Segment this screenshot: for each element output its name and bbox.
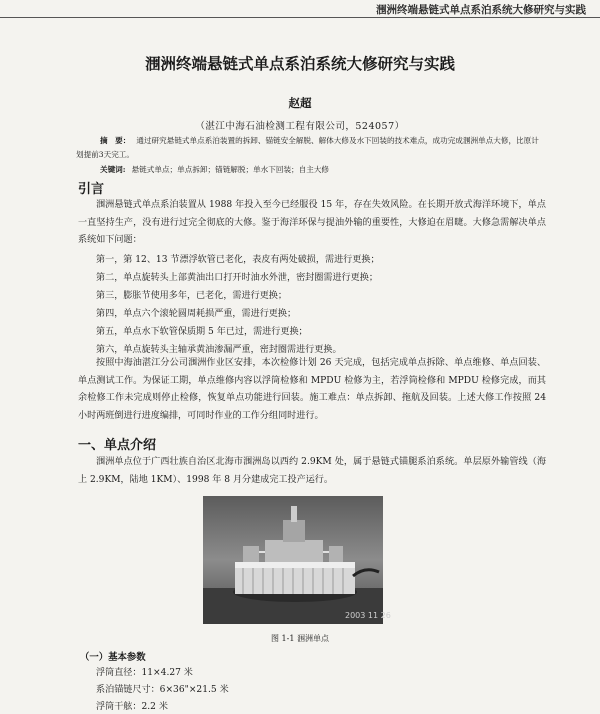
param-item-2: 系泊锚链尺寸：6×36"×21.5 米 xyxy=(96,685,229,695)
intro-item-1: 第一，第 12、13 节漂浮软管已老化，表皮有两处破损，需进行更换； xyxy=(96,255,380,265)
buoy-photo xyxy=(203,496,391,624)
intro-paragraph-1: 涠洲悬链式单点系泊装置从 1988 年投入至今已经服役 15 年，存在失效风险。在长期开放式海洋环境下，单点一直坚持生产，没有进行过完全彻底的大修。鉴于海洋环保与提油外输的重要性，大修迫在眉睫。大修急需解决单点系统如下问题： xyxy=(78,200,546,246)
intro-item-6: 第六，单点旋转头主轴承黄油渗漏严重，密封圈需进行更换。 xyxy=(96,345,342,355)
running-header: 涠洲终端悬链式单点系泊系统大修研究与实践 xyxy=(376,4,586,16)
section-1-heading: 一、单点介绍 xyxy=(78,438,157,453)
keywords-label: 关键词: xyxy=(100,165,126,174)
keywords xyxy=(100,164,329,175)
intro-item-3: 第三，膨胀节使用多年，已老化，需进行更换； xyxy=(96,291,287,301)
figure-caption: 图 1-1 涠洲单点 xyxy=(271,634,329,643)
param-item-1: 浮筒直径：11×4.27 米 xyxy=(96,668,193,678)
intro-item-2: 第二，单点旋转头上部黄油出口打开时油水外泄，密封圈需进行更换； xyxy=(96,273,378,283)
section-1-paragraph: 涠洲单点位于广西壮族自治区北海市涠洲岛以西约 2.9KM 处，属于悬链式锚腿系泊系统。单层原外输管线（海上 2.9KM，陆地 1KM）、1998 年 8 月分建成完工投产运行。 xyxy=(78,457,546,485)
abstract xyxy=(76,134,546,162)
abstract-text: 通过研究悬链式单点系泊装置的拆卸、锚链安全解脱、解体大修及水下回装的技术难点，成功完成涠洲单点大修，比原计划提前3天完工。 xyxy=(76,136,539,159)
affiliation: （湛江中海石油检测工程有限公司，524057） xyxy=(195,121,405,132)
intro-paragraph-2: 按照中海油湛江分公司涠洲作业区安排，本次检修计划 26 天完成，包括完成单点拆除、单点维修、单点回装、单点测试工作。为保证工期，单点维修内容以浮筒检修和 MPDU 检修为主，若浮筒检修和 MPDU 检修完成，而其余检修工作未完成则停止检修，恢复单点功能进行回装。施工难点：单点拆卸、拖航及回装。上述大修工作按照 24 小时两班倒进行进度编排，可同时作业的工作分组同时进行。 xyxy=(78,358,546,421)
paper-title: 涠洲终端悬链式单点系泊系统大修研究与实践 xyxy=(144,55,455,73)
buoy-photo-drawing xyxy=(203,496,391,624)
param-item-3: 浮筒干舷：2.2 米 xyxy=(96,702,168,712)
intro-item-5: 第五，单点水下软管保质期 5 年已过，需进行更换； xyxy=(96,327,308,337)
abstract-label: 摘 要： xyxy=(100,136,131,145)
header-rule xyxy=(0,17,600,18)
author: 赵超 xyxy=(288,96,312,110)
keywords-text: 悬链式单点；单点拆卸；锚链解脱；单水下回装；自主大修 xyxy=(131,165,330,174)
params-heading: （一）基本参数 xyxy=(80,652,146,663)
intro-heading: 引言 xyxy=(78,182,105,197)
intro-item-4: 第四，单点六个滚轮圆周耗损严重，需进行更换； xyxy=(96,309,297,319)
photo-date-stamp: 2003 11 26 xyxy=(345,611,391,620)
